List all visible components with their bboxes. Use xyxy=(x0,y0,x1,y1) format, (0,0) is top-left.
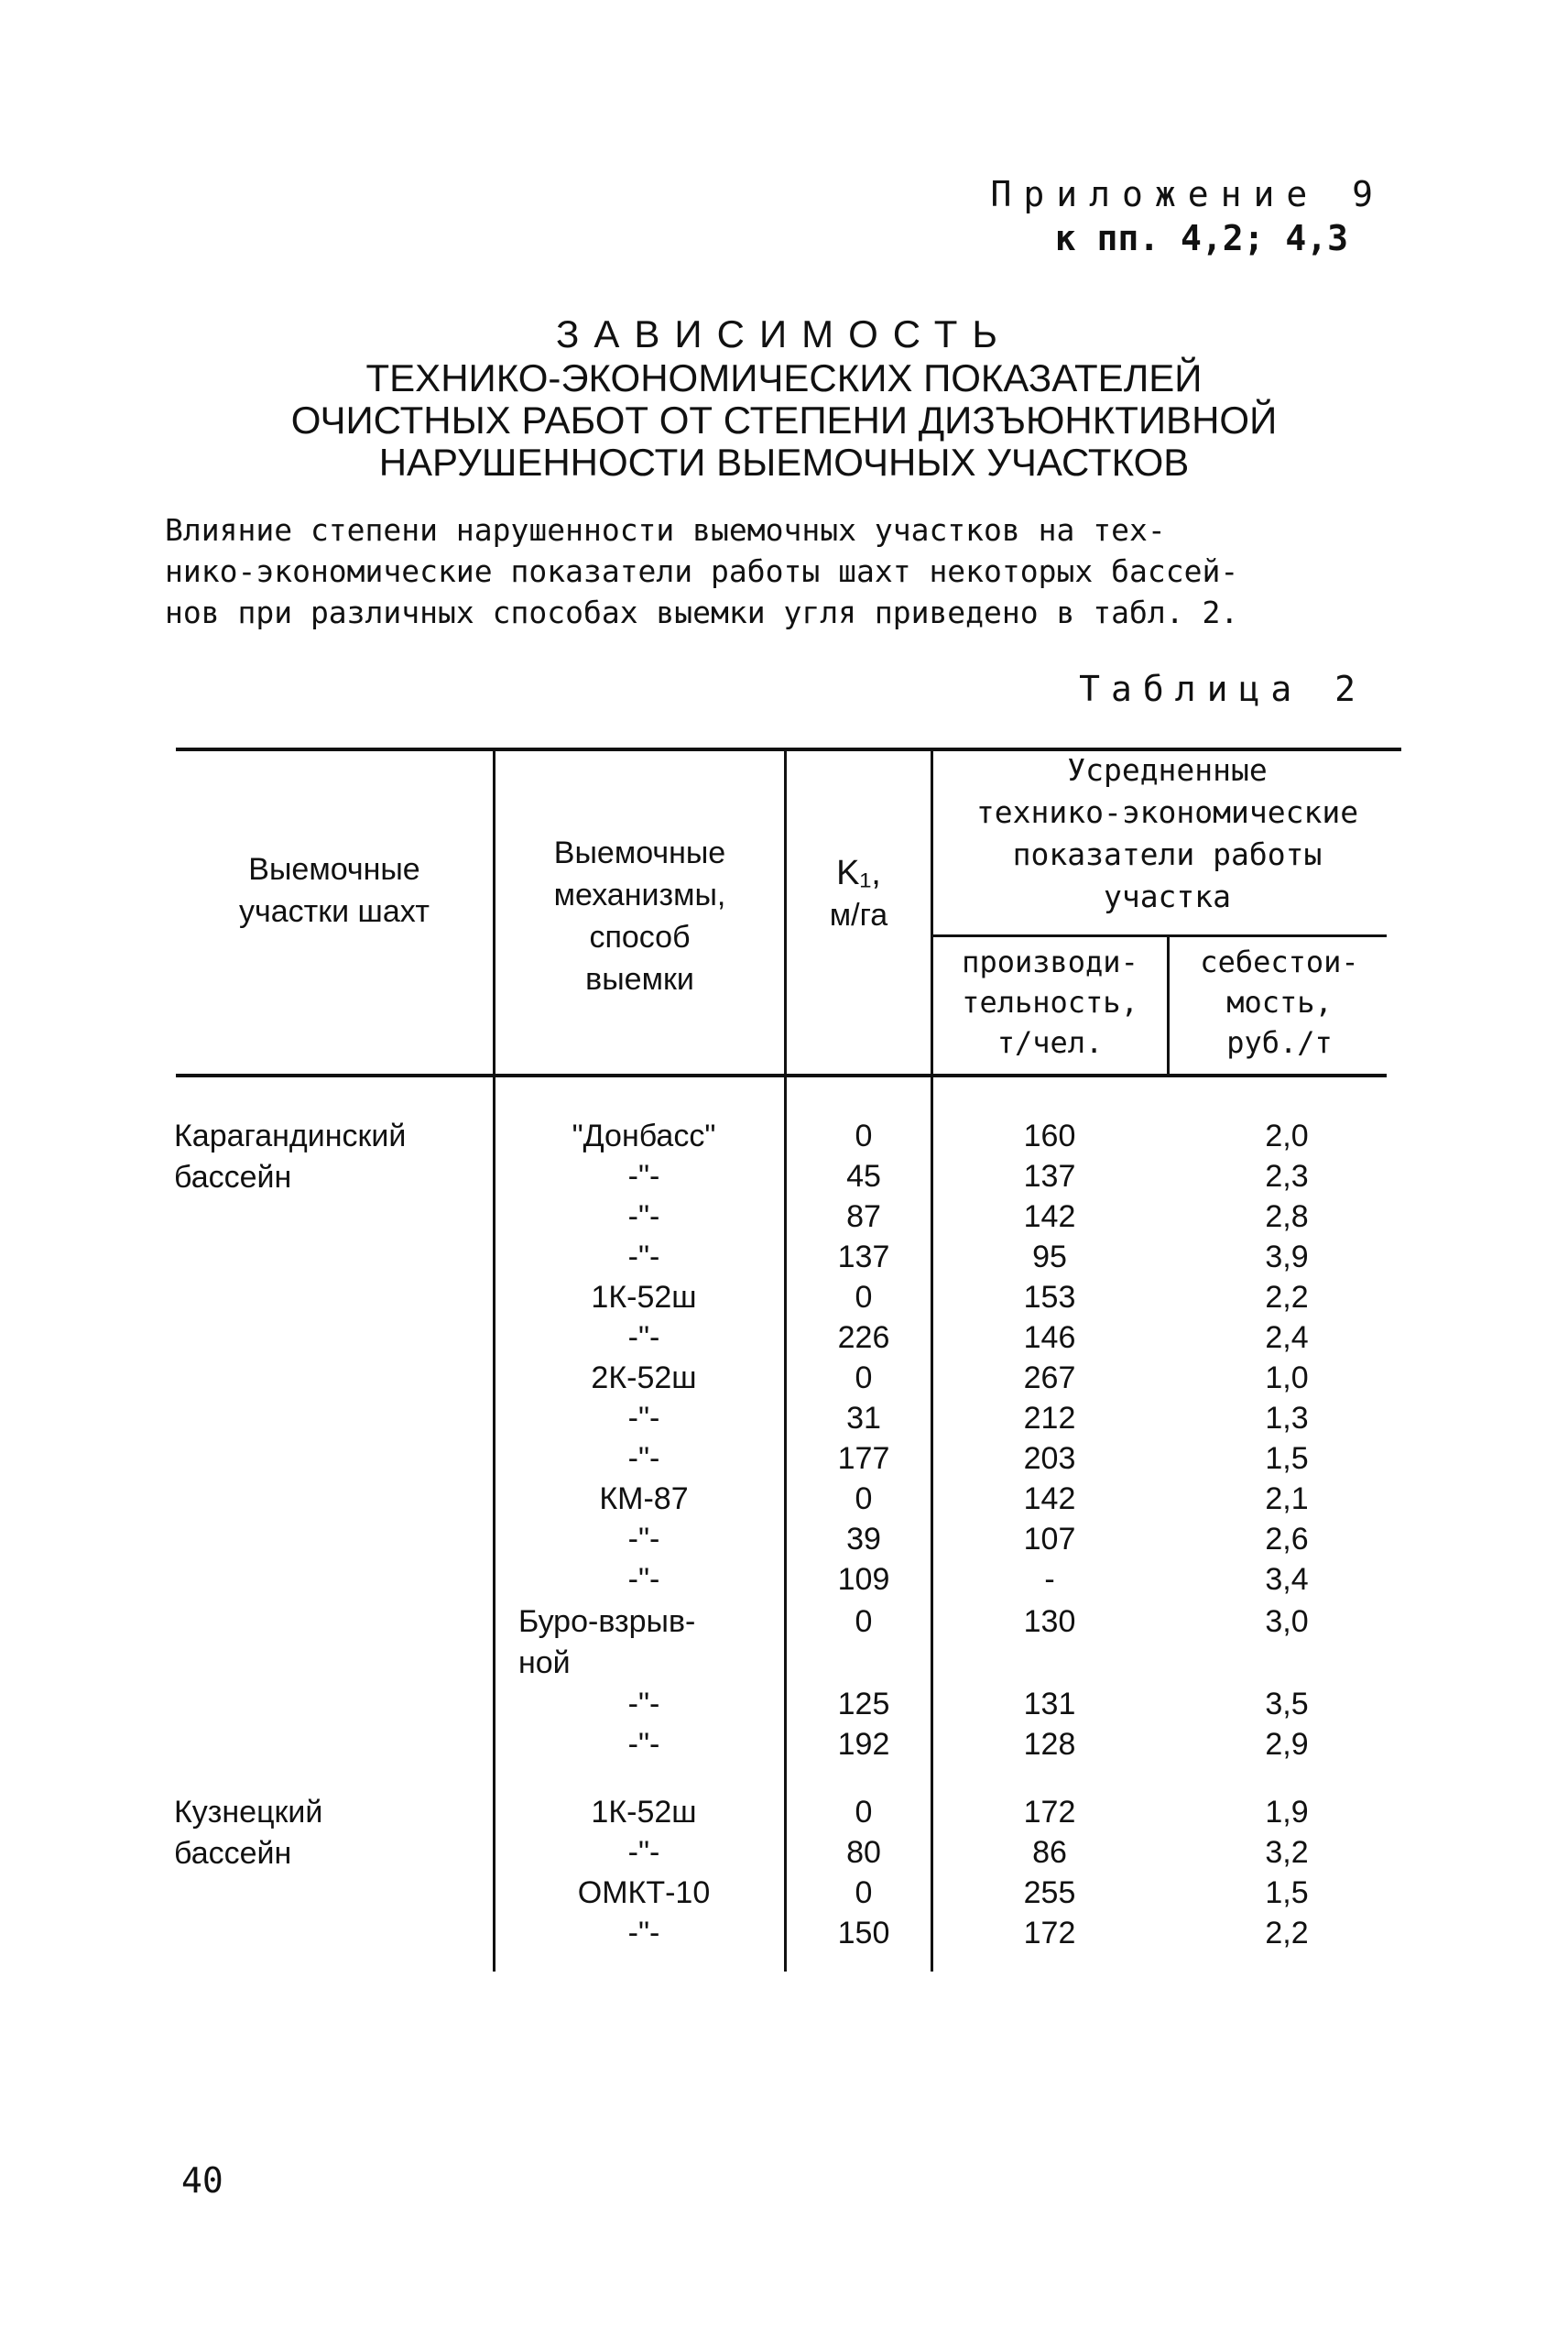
header-sections xyxy=(176,848,493,933)
cell-cost: 2,0 xyxy=(1265,1119,1309,1153)
cell-cost: 1,0 xyxy=(1265,1360,1309,1395)
cell-mechanism: -"- xyxy=(627,1916,660,1950)
cell-k1: 87 xyxy=(846,1199,881,1234)
cell-mechanism-line-2: ной xyxy=(518,1645,571,1680)
header-k1-symbol: K₁, xyxy=(836,854,881,892)
cell-mechanism: -"- xyxy=(627,1562,660,1597)
group-header-rule xyxy=(932,934,1387,937)
cell-k1: 0 xyxy=(855,1119,873,1153)
cell-mechanism xyxy=(518,1601,802,1684)
paragraph-line-1: Влияние степени нарушенности выемочных участков на тех- xyxy=(165,512,1166,548)
cell-cost: 3,4 xyxy=(1265,1562,1309,1597)
cell-productivity: 131 xyxy=(1023,1687,1076,1721)
cell-productivity: 212 xyxy=(1023,1401,1076,1436)
cell-mechanism-line-1: Буро-взрыв- xyxy=(518,1604,696,1639)
header-cost-line-2: мость, xyxy=(1226,985,1333,1020)
cell-mechanism: -"- xyxy=(627,1240,660,1274)
cell-mechanism: КМ-87 xyxy=(599,1481,689,1516)
header-indicators-line-2: технико-экономические xyxy=(975,794,1359,830)
cell-k1: 137 xyxy=(837,1240,890,1274)
title-line-4: НАРУШЕННОСТИ ВЫЕМОЧНЫХ УЧАСТКОВ xyxy=(378,441,1190,484)
cell-cost: 1,5 xyxy=(1265,1441,1309,1476)
basin-label-line-2: бассейн xyxy=(174,1160,292,1195)
header-cost-line-1: себестои- xyxy=(1200,945,1359,979)
cell-mechanism: -"- xyxy=(627,1401,660,1436)
paragraph-line-2: нико-экономические показатели работы шахт некоторых бассей- xyxy=(165,553,1239,589)
header-productivity xyxy=(933,942,1167,1063)
header-sections-line-1: Выемочные xyxy=(248,852,420,887)
cell-productivity: 267 xyxy=(1023,1360,1076,1395)
cell-mechanism: 1К-52ш xyxy=(591,1280,697,1315)
cell-cost: 3,5 xyxy=(1265,1687,1309,1721)
cell-mechanism: -"- xyxy=(627,1522,660,1557)
basin-label-line-2: бассейн xyxy=(174,1836,292,1871)
header-indicators-line-1: Усредненные xyxy=(1067,752,1268,788)
header-k1-unit: м/га xyxy=(829,898,888,933)
cell-cost: 3,9 xyxy=(1265,1240,1309,1274)
cell-productivity: 128 xyxy=(1023,1727,1076,1762)
cell-k1: 45 xyxy=(846,1159,881,1194)
cell-k1: 192 xyxy=(837,1727,890,1762)
cell-productivity: - xyxy=(1044,1562,1055,1597)
header-mechanisms-line-3: способ xyxy=(589,920,691,955)
appendix-reference: к пп. 4,2; 4,3 xyxy=(1054,218,1348,258)
cell-mechanism: "Донбасс" xyxy=(572,1119,716,1153)
cell-k1: 31 xyxy=(846,1401,881,1436)
cell-productivity: 160 xyxy=(1023,1119,1076,1153)
cell-k1: 0 xyxy=(855,1795,873,1830)
cell-productivity: 172 xyxy=(1023,1795,1076,1830)
cell-cost: 2,2 xyxy=(1265,1916,1309,1950)
header-bottom-rule xyxy=(176,1074,1387,1077)
header-productivity-line-3: т/чел. xyxy=(996,1025,1104,1060)
cell-mechanism: -"- xyxy=(627,1727,660,1762)
header-cost xyxy=(1170,942,1389,1063)
cell-k1: 226 xyxy=(837,1320,890,1355)
cell-cost: 1,9 xyxy=(1265,1795,1309,1830)
cell-productivity: 255 xyxy=(1023,1875,1076,1910)
cell-productivity: 142 xyxy=(1023,1199,1076,1234)
cell-mechanism: -"- xyxy=(627,1320,660,1355)
cell-productivity: 146 xyxy=(1023,1320,1076,1355)
cell-productivity: 203 xyxy=(1023,1441,1076,1476)
header-indicators-line-3: показатели работы xyxy=(1012,836,1323,872)
header-indicators-line-4: участка xyxy=(1103,879,1232,914)
header-mechanisms-line-1: Выемочные xyxy=(553,836,726,870)
title-line-1: ЗАВИСИМОСТЬ xyxy=(556,312,1012,355)
cell-cost: 3,0 xyxy=(1265,1604,1309,1639)
cell-mechanism: -"- xyxy=(627,1687,660,1721)
cell-k1: 0 xyxy=(855,1481,873,1516)
cell-cost: 2,8 xyxy=(1265,1199,1309,1234)
header-productivity-line-2: тельность, xyxy=(962,985,1138,1020)
title-line-3: ОЧИСТНЫХ РАБОТ ОТ СТЕПЕНИ ДИЗЪЮНКТИВНОЙ xyxy=(290,399,1278,442)
cell-k1: 150 xyxy=(837,1916,890,1950)
header-mechanisms-line-4: выемки xyxy=(585,962,694,997)
cell-k1: 0 xyxy=(855,1280,873,1315)
basin-label xyxy=(174,1116,504,1198)
cell-k1: 0 xyxy=(855,1875,873,1910)
cell-cost: 2,6 xyxy=(1265,1522,1309,1557)
cell-cost: 2,4 xyxy=(1265,1320,1309,1355)
cell-productivity: 137 xyxy=(1023,1159,1076,1194)
cell-productivity: 95 xyxy=(1032,1240,1067,1274)
cell-cost: 2,9 xyxy=(1265,1727,1309,1762)
header-productivity-line-1: производи- xyxy=(962,945,1138,979)
cell-productivity: 172 xyxy=(1023,1916,1076,1950)
column-rule-3 xyxy=(931,748,933,1972)
cell-k1: 125 xyxy=(837,1687,890,1721)
cell-productivity: 153 xyxy=(1023,1280,1076,1315)
cell-mechanism: 2К-52ш xyxy=(591,1360,697,1395)
basin-label xyxy=(174,1792,504,1874)
paragraph-line-3: нов при различных способах выемки угля приведено в табл. 2. xyxy=(165,595,1239,630)
cell-productivity: 130 xyxy=(1023,1604,1076,1639)
cell-k1: 177 xyxy=(837,1441,890,1476)
header-k1 xyxy=(787,852,931,936)
cell-mechanism: 1К-52ш xyxy=(591,1795,697,1830)
header-cost-line-3: руб./т xyxy=(1226,1025,1333,1060)
page-number: 40 xyxy=(181,2160,223,2201)
cell-mechanism: -"- xyxy=(627,1159,660,1194)
cell-productivity: 86 xyxy=(1032,1835,1067,1870)
cell-cost: 2,2 xyxy=(1265,1280,1309,1315)
cell-k1: 39 xyxy=(846,1522,881,1557)
cell-k1: 80 xyxy=(846,1835,881,1870)
cell-mechanism: ОМКТ-10 xyxy=(577,1875,711,1910)
header-sections-line-2: участки шахт xyxy=(239,894,430,929)
cell-cost: 2,1 xyxy=(1265,1481,1309,1516)
header-indicators-group xyxy=(933,749,1401,918)
cell-productivity: 142 xyxy=(1023,1481,1076,1516)
cell-productivity: 107 xyxy=(1023,1522,1076,1557)
cell-cost: 3,2 xyxy=(1265,1835,1309,1870)
cell-mechanism: -"- xyxy=(627,1199,660,1234)
header-mechanisms-line-2: механизмы, xyxy=(553,878,726,912)
table-caption: Таблица 2 xyxy=(1079,669,1367,709)
cell-k1: 109 xyxy=(837,1562,890,1597)
cell-cost: 2,3 xyxy=(1265,1159,1309,1194)
basin-label-line-1: Кузнецкий xyxy=(174,1795,323,1830)
appendix-label: Приложение 9 xyxy=(990,174,1385,214)
cell-mechanism: -"- xyxy=(627,1835,660,1870)
cell-cost: 1,3 xyxy=(1265,1401,1309,1436)
header-mechanisms xyxy=(495,832,784,1000)
cell-mechanism: -"- xyxy=(627,1441,660,1476)
title-line-2: ТЕХНИКО-ЭКОНОМИЧЕСКИХ ПОКАЗАТЕЛЕЙ xyxy=(365,356,1203,399)
cell-k1: 0 xyxy=(855,1604,873,1639)
cell-k1: 0 xyxy=(855,1360,873,1395)
basin-label-line-1: Карагандинский xyxy=(174,1119,407,1153)
cell-cost: 1,5 xyxy=(1265,1875,1309,1910)
